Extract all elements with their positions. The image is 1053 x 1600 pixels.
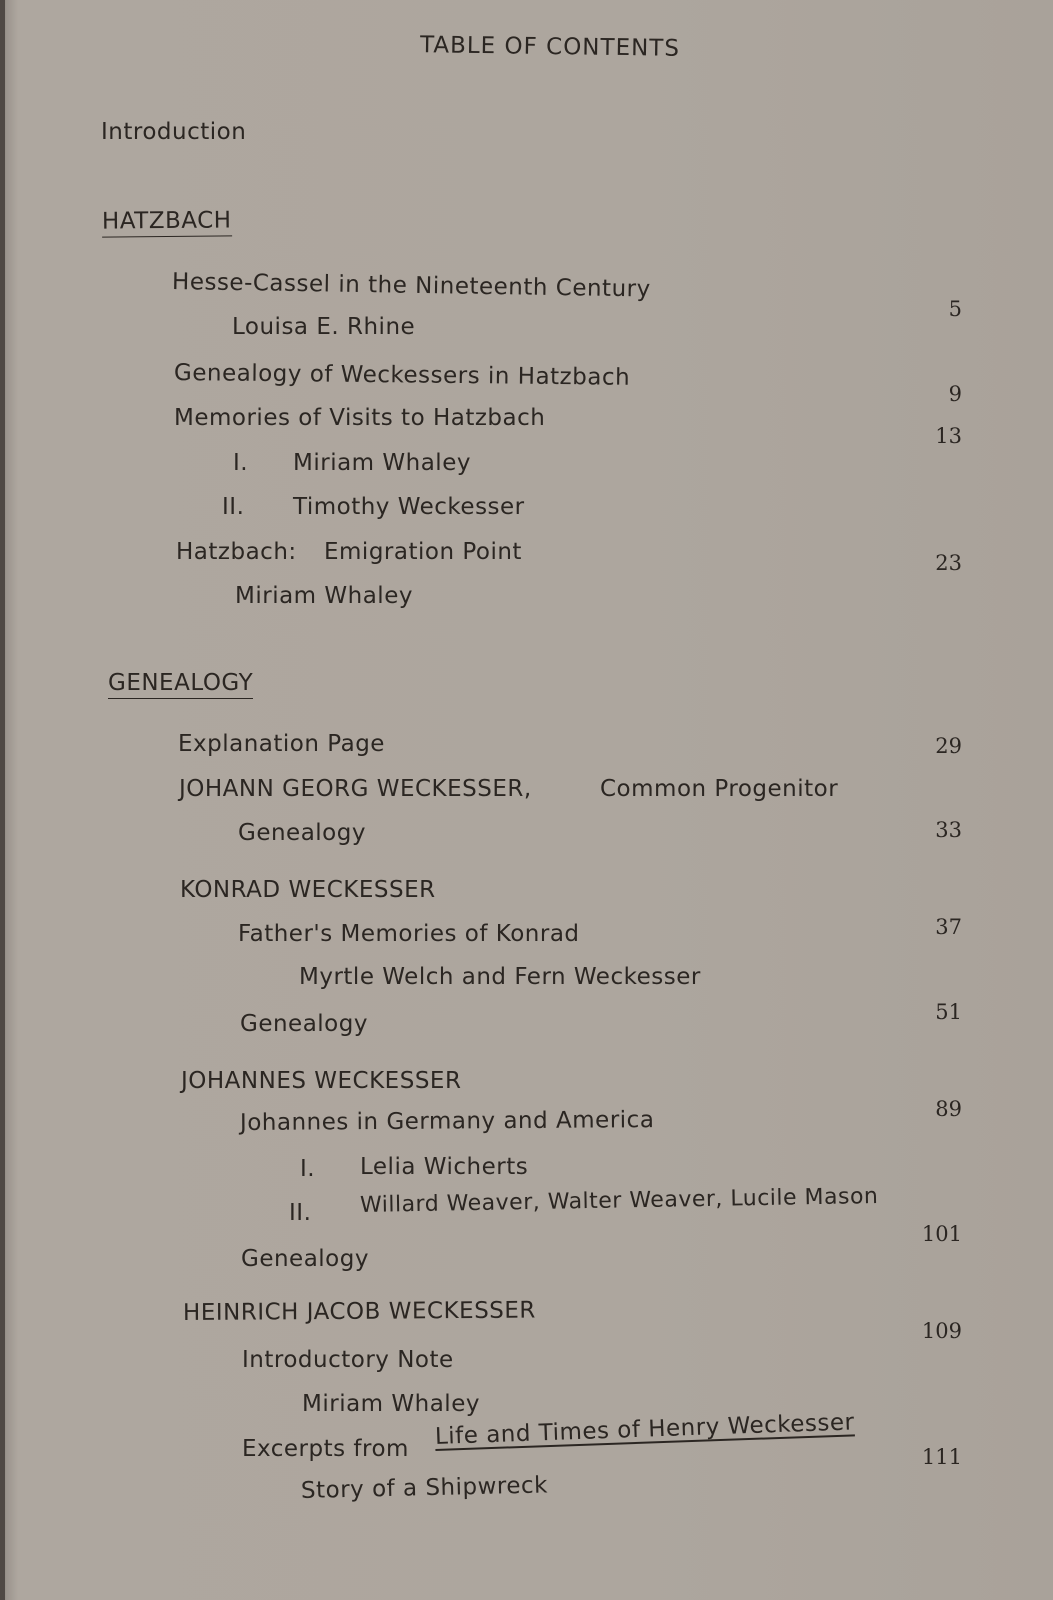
page-binding-edge: [0, 0, 5, 1600]
entry-konrad-memories: Father's Memories of Konrad: [238, 921, 580, 947]
entry-memories-i-numeral: I.: [233, 450, 249, 476]
entry-johann-georg-name: JOHANN GEORG WECKESSER,: [179, 776, 532, 802]
entry-heinrich-intro-author: Miriam Whaley: [302, 1391, 480, 1417]
entry-johannes-genealogy: Genealogy: [241, 1246, 369, 1272]
entry-heinrich-introductory-note: Introductory Note: [242, 1347, 454, 1373]
entry-johannes-i: Lelia Wicherts: [360, 1154, 529, 1180]
entry-heinrich-name: HEINRICH JACOB WECKESSER: [182, 1297, 536, 1326]
page-number-explanation: 29: [935, 734, 962, 758]
entry-hesse-cassel: Hesse-Cassel in the Nineteenth Century: [171, 269, 651, 303]
entry-johannes-germany-america: Johannes in Germany and America: [239, 1107, 655, 1136]
entry-memories-of-visits: Memories of Visits to Hatzbach: [174, 405, 546, 431]
entry-johannes-i-numeral: I.: [300, 1156, 316, 1182]
entry-johannes-ii: Willard Weaver, Walter Weaver, Lucile Mason: [359, 1183, 879, 1218]
entry-konrad-genealogy: Genealogy: [240, 1011, 368, 1037]
entry-emigration-label: Hatzbach:: [176, 539, 297, 565]
page-number-johannes-germany-america: 89: [935, 1097, 962, 1121]
entry-konrad-authors: Myrtle Welch and Fern Weckesser: [299, 964, 701, 990]
page-number-memories-of-visits: 13: [935, 424, 962, 448]
page-number-emigration: 23: [935, 551, 962, 575]
section-heading-hatzbach: HATZBACH: [102, 209, 232, 237]
page-number-excerpts: 111: [921, 1445, 962, 1469]
page-number-johannes-genealogy: 101: [921, 1222, 962, 1246]
entry-johannes-name: JOHANNES WECKESSER: [181, 1068, 462, 1094]
page-title: TABLE OF CONTENTS: [419, 32, 681, 62]
excerpts-title-text: Life and Times of Henry Weckesser: [434, 1409, 855, 1450]
entry-johannes-ii-numeral: II.: [289, 1200, 312, 1226]
page-number-johann-georg-genealogy: 33: [935, 818, 962, 842]
entry-emigration-author: Miriam Whaley: [235, 583, 413, 609]
entry-memories-ii-numeral: II.: [222, 494, 245, 520]
entry-johann-georg-progenitor: Common Progenitor: [600, 776, 839, 802]
page-number-konrad-memories: 37: [935, 915, 962, 939]
page-number-genealogy-hatzbach: 9: [948, 382, 962, 406]
entry-story-of-a-shipwreck: Story of a Shipwreck: [300, 1472, 549, 1504]
entry-memories-i: Miriam Whaley: [293, 450, 471, 476]
entry-johann-georg-genealogy: Genealogy: [238, 820, 366, 846]
section-heading-genealogy: GENEALOGY: [108, 672, 253, 699]
entry-genealogy-hatzbach: Genealogy of Weckessers in Hatzbach: [173, 360, 631, 391]
page-number-heinrich-introductory-note: 109: [921, 1319, 962, 1343]
entry-konrad-name: KONRAD WECKESSER: [180, 877, 436, 903]
introduction-entry: Introduction: [101, 119, 247, 145]
page-number-hesse-cassel: 5: [948, 297, 962, 321]
entry-hesse-cassel-author: Louisa E. Rhine: [232, 314, 416, 340]
entry-explanation-page: Explanation Page: [178, 731, 385, 757]
entry-memories-ii: Timothy Weckesser: [293, 494, 525, 520]
entry-excerpts-prefix: Excerpts from: [242, 1436, 409, 1462]
page-number-konrad-genealogy: 51: [935, 1000, 962, 1024]
entry-emigration-point: Emigration Point: [324, 539, 522, 565]
entry-excerpts-title: [435, 1411, 855, 1449]
